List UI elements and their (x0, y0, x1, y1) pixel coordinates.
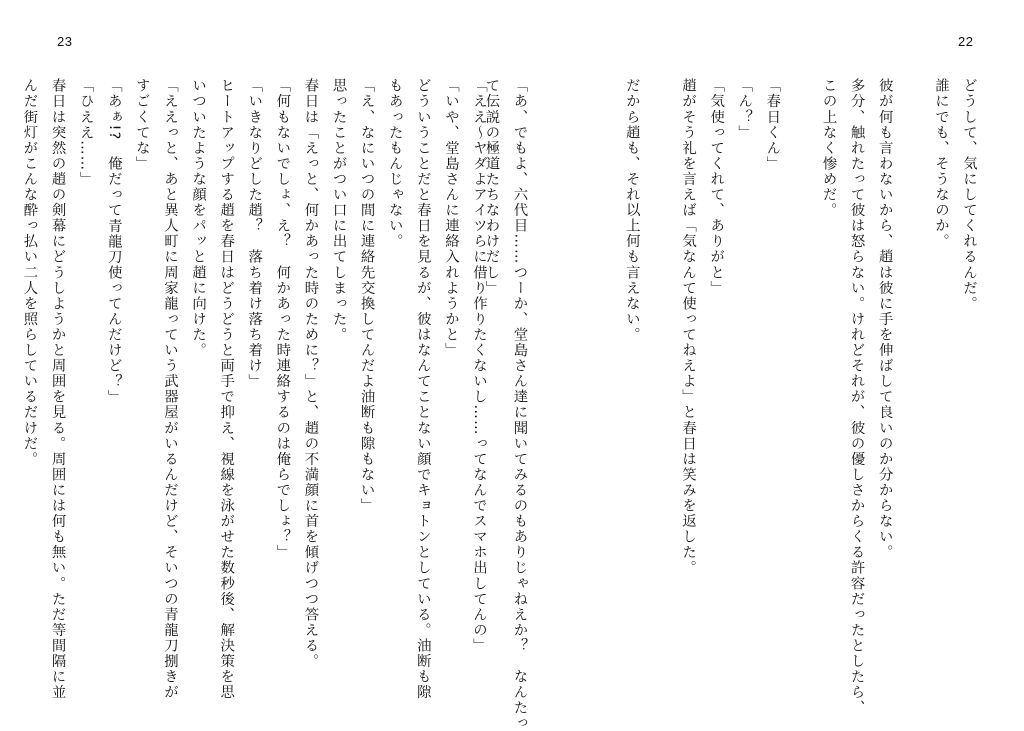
left-page-text (21, 78, 488, 700)
text-column: どういうことだと春日を見るが、彼はなんてことない顔でキョトンとしている。油断も隙 (414, 78, 431, 700)
text-column: 多分、触れたって彼は怒らない。けれどそれが、彼の優しさからくる許容だったとしたら、 (848, 78, 865, 716)
text-column: 春日は「えっと、何かあった時のために？」と、趙の不満顔に首を傾げつつ答える。 (302, 78, 319, 669)
text-column: て伝説の極道たちなわけだし」 (483, 78, 500, 296)
text-column: この上なく惨めだ。 (820, 78, 837, 218)
text-column: もあったもんじゃない。 (386, 78, 403, 250)
text-column: 春日は突然の趙の剣幕にどうしようかと周囲を見る。周囲には何も無い。ただ等間隔に並 (49, 78, 66, 700)
text-column: 彼が何も言わないから、趙は彼に手を伸ばして良いのか分からない。 (876, 78, 893, 561)
text-column: 思ったことがつい口に出てしまった。 (330, 78, 347, 343)
text-column: 「ええっと、あと異人町に周家龍っていう武器屋がいるんだけど、そいつの青龍刀捌きが (161, 78, 178, 700)
text-column: すごくてな」 (133, 78, 150, 172)
text-column: 趙がそう礼を言えば「気なんて使ってねえよ」と春日は笑みを返した。 (680, 78, 697, 576)
text-column: 「何もないでしょ、え？ 何かあった時連絡するのは俺らでしょ？」 (274, 78, 291, 561)
text-column: 「ん？」 (736, 78, 753, 141)
text-column: 「気使ってくれて、ありがと」 (708, 78, 725, 296)
text-column: どうして、気にしてくれるんだ。 (961, 78, 977, 312)
right-page-text (483, 78, 978, 731)
text-column: 「いきなりどした趙？ 落ち着け落ち着け」 (246, 78, 263, 389)
text-column: いついたような顔をパッと趙に向けた。 (190, 78, 207, 358)
text-column: 「春日くん」 (764, 78, 781, 172)
text-column: 誰にでも、そうなのか。 (932, 78, 949, 250)
text-column: 「ええ〜ヤダよアイツらに借り作りたくないし……ってなんでスマホ出してんの」 (471, 78, 487, 654)
text-column: 「いや、堂島さんに連絡入れようかと」 (442, 78, 459, 358)
text-column: だから趙も、それ以上何も言えない。 (623, 78, 640, 343)
text-column: 「あぁ!? 俺だって青龍刀使ってんだけど？」 (105, 78, 122, 405)
text-column: 「え、なにいつの間に連絡先交換してんだよ油断も隙もない」 (358, 78, 375, 514)
text-column: 「あ、でもよ、六代目……つーか、堂島さん達に聞いてみるのもありじゃねえか？ なんたっ (511, 78, 528, 731)
text-column: んだ街灯がこんな酔っ払い二人を照らしているだけだ。 (21, 78, 38, 467)
page-number-right: 22 (958, 34, 974, 49)
text-column: ヒートアップする趙を春日はどうどうと両手で抑え、視線を泳がせた数秒後、解決策を思 (218, 78, 235, 700)
text-column: 「ひええ……」 (77, 78, 94, 187)
page-number-left: 23 (57, 34, 73, 49)
